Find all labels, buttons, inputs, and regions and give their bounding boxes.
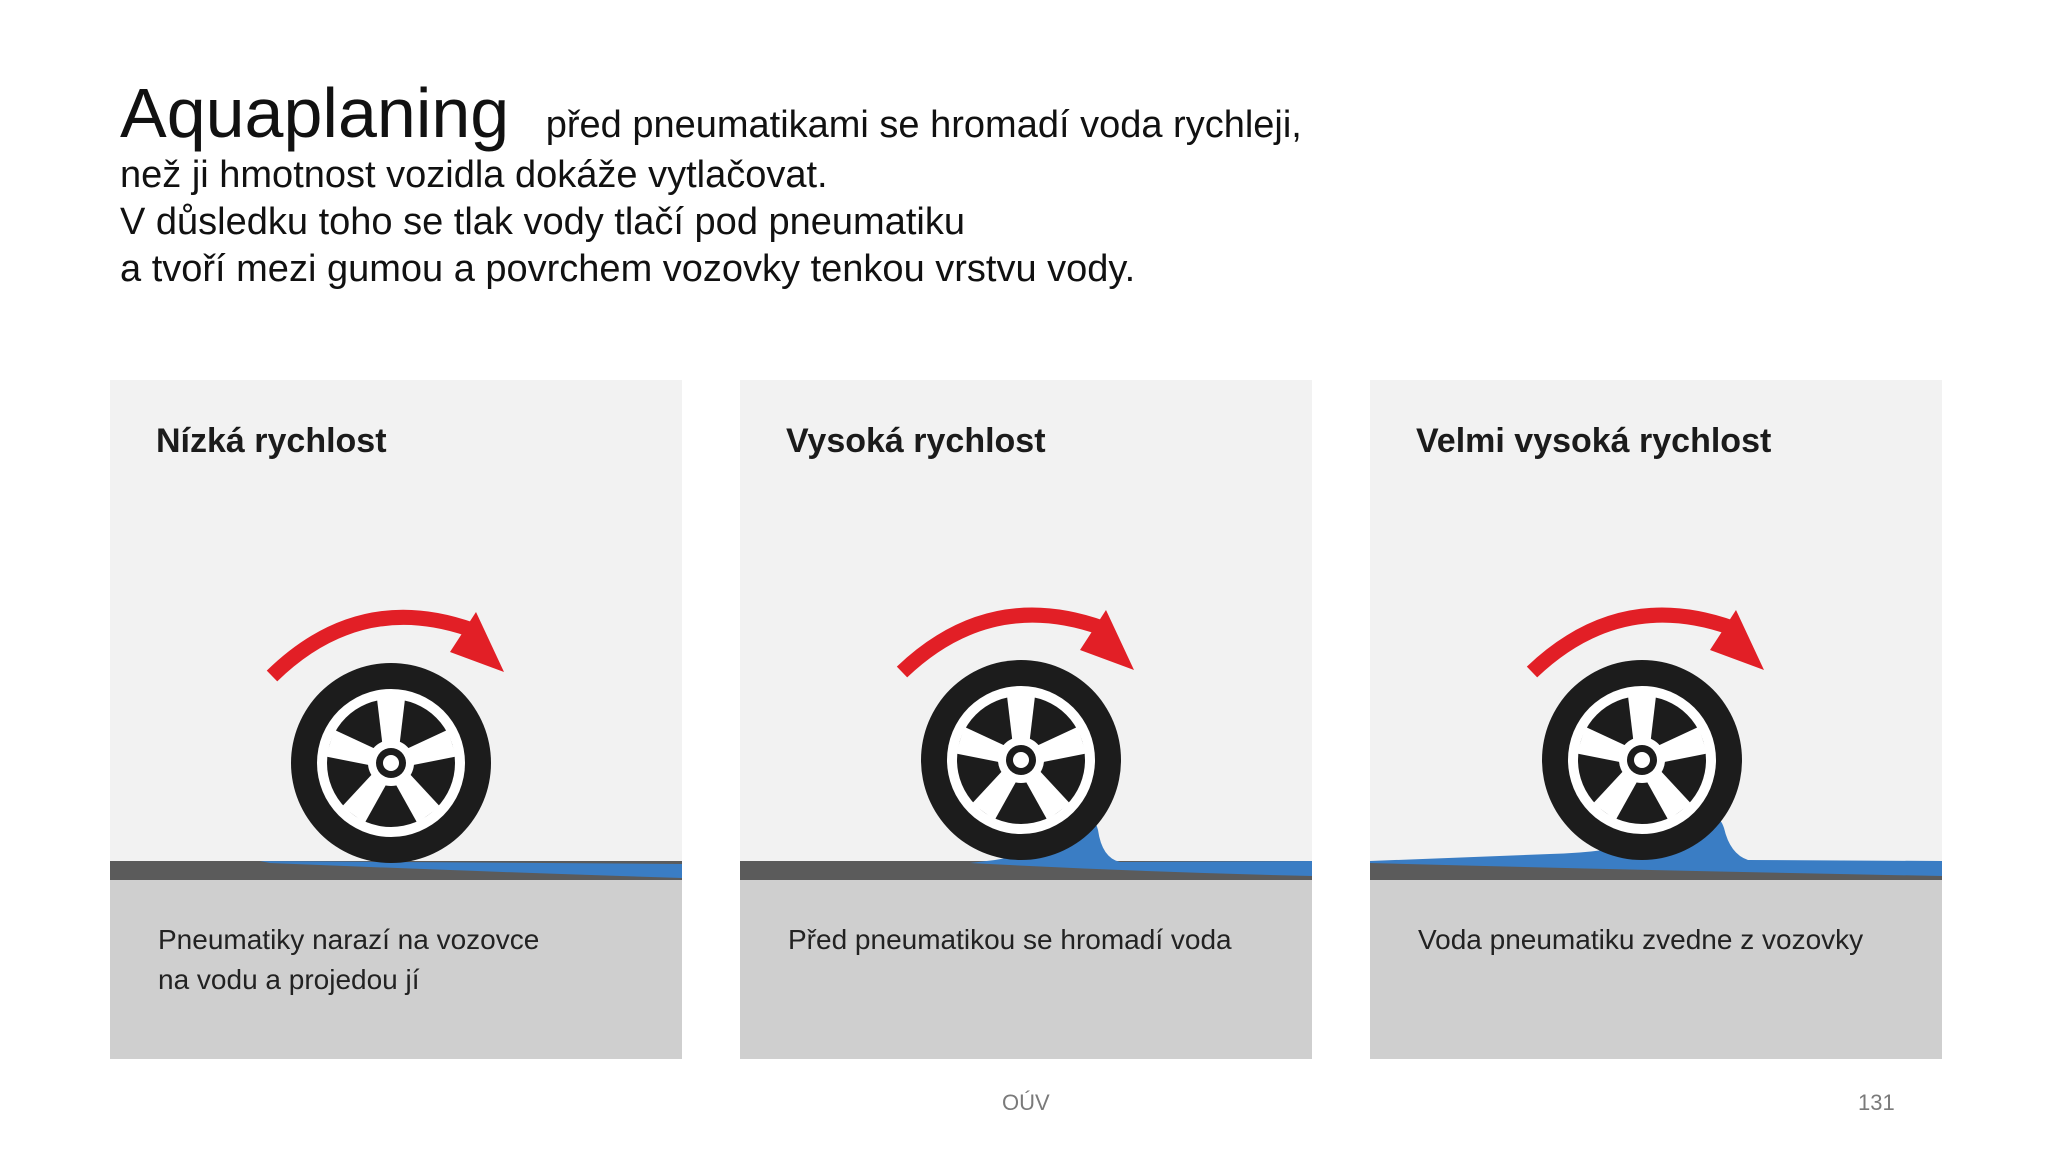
panel-caption [788,920,1288,960]
title-lead-text: před pneumatikami se hromadí voda rychleji, [545,104,1302,146]
ground-area [740,880,1312,1059]
footer-label: OÚV [1002,1090,1050,1115]
panel-caption [1418,920,1918,960]
slide-header [120,74,1620,293]
wheel-icon [291,663,491,863]
panel-very-high-speed [1370,380,1942,1059]
caption-line: Pneumatiky narazí na vozovce [158,924,540,955]
description-line: a tvoří mezi gumou a povrchem vozovky tenkou vrstvu vody. [120,248,1136,290]
caption-line: Voda pneumatiku zvedne z vozovky [1418,924,1864,955]
panel-low-speed [110,380,682,1059]
caption-line: Před pneumatikou se hromadí voda [788,924,1232,955]
slide-title: Aquaplaning [120,74,510,152]
panel-heading: Vysoká rychlost [786,422,1046,460]
page-number: 131 [1858,1090,1895,1115]
wheel-icon [1542,660,1742,860]
description-line: než ji hmotnost vozidla dokáže vytlačovat. [120,154,828,196]
title-line [120,74,1620,152]
panel-heading: Nízká rychlost [156,422,387,460]
caption-line: na vodu a projedou jí [158,964,420,995]
panel-caption [158,920,658,1000]
panel-heading: Velmi vysoká rychlost [1416,422,1772,460]
wheel-icon [921,660,1121,860]
panel-high-speed [740,380,1312,1059]
title-description [120,152,1620,293]
ground-area [1370,880,1942,1059]
description-line: V důsledku toho se tlak vody tlačí pod pneumatiku [120,201,965,243]
